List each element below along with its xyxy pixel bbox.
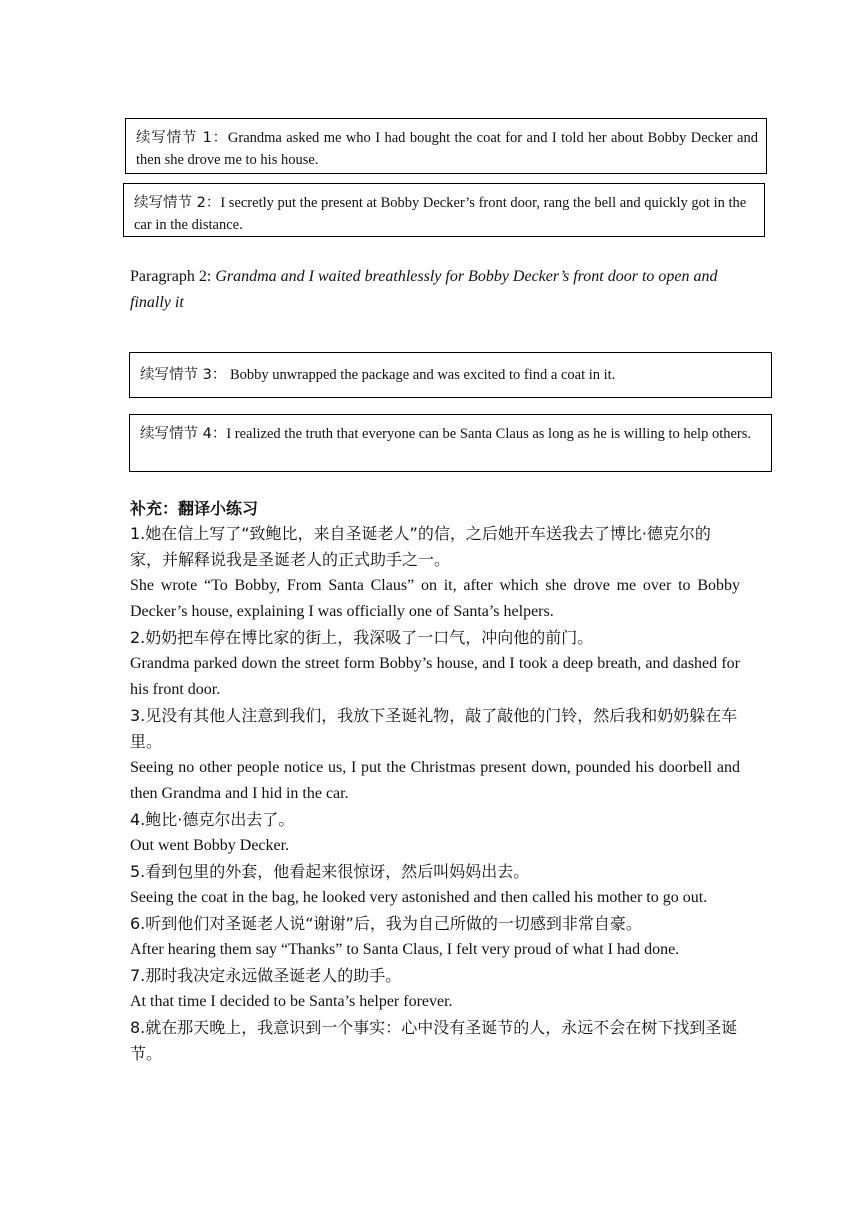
cn-sentence-5: 5.看到包里的外套，他看起来很惊讶，然后叫妈妈出去。 xyxy=(130,862,530,881)
plot-box-2 xyxy=(123,183,765,237)
cn-sentence-3: 3.见没有其他人注意到我们，我放下圣诞礼物，敲了敲他的门铃，然后我和奶奶躲在车里。 xyxy=(130,706,738,751)
supplement-title: 补充：翻译小练习 xyxy=(130,499,259,518)
en-translation-2: Grandma parked down the street form Bobby’s house, and I took a deep breath, and dashed for his front door. xyxy=(130,655,740,698)
cn-sentence-2: 2.奶奶把车停在博比家的街上，我深吸了一口气，冲向他的前门。 xyxy=(130,628,594,647)
cn-sentence-1: 1.她在信上写了“致鲍比，来自圣诞老人”的信，之后她开车送我去了博比·德克尔的家，并解释说我是圣诞老人的正式助手之一。 xyxy=(130,524,711,569)
en-translation-7: At that time I decided to be Santa’s helper forever. xyxy=(130,993,453,1010)
cn-sentence-7: 7.那时我决定永远做圣诞老人的助手。 xyxy=(130,966,402,985)
supplement-section xyxy=(130,497,740,1067)
en-translation-5: Seeing the coat in the bag, he looked very astonished and then called his mother to go out. xyxy=(130,889,708,906)
cn-sentence-6: 6.听到他们对圣诞老人说“谢谢”后，我为自己所做的一切感到非常自豪。 xyxy=(130,914,642,933)
en-translation-3: Seeing no other people notice us, I put the Christmas present down, pounded his doorbell and then Grandma and I hid in the car. xyxy=(130,759,740,802)
plot-label: 续写情节 3： xyxy=(140,367,227,383)
en-translation-6: After hearing them say “Thanks” to Santa Claus, I felt very proud of what I had done. xyxy=(130,941,680,958)
plot-text: Bobby unwrapped the package and was excited to find a coat in it. xyxy=(226,367,616,383)
paragraph-2-prefix: Paragraph 2: xyxy=(130,268,216,285)
plot-text: I realized the truth that everyone can be Santa Claus as long as he is willing to help others. xyxy=(226,426,752,442)
plot-box-1 xyxy=(125,118,767,174)
en-translation-4: Out went Bobby Decker. xyxy=(130,837,290,854)
plot-label: 续写情节 1： xyxy=(136,130,228,146)
plot-text: I secretly put the present at Bobby Decker’s front door, rang the bell and quickly got in the car in the distance. xyxy=(134,195,747,233)
plot-box-4 xyxy=(129,414,772,472)
cn-sentence-4: 4.鲍比·德克尔出去了。 xyxy=(130,810,295,829)
plot-label: 续写情节 2： xyxy=(134,195,221,211)
en-translation-1: She wrote “To Bobby, From Santa Claus” on it, after which she drove me over to Bobby Decker’s house, explaining I was officially one of Santa’s helpers. xyxy=(130,577,740,620)
plot-label: 续写情节 4： xyxy=(140,426,227,442)
paragraph-2-text: Grandma and I waited breathlessly for Bobby Decker’s front door to open and finally it xyxy=(130,268,718,311)
cn-sentence-8: 8.就在那天晚上，我意识到一个事实：心中没有圣诞节的人，永远不会在树下找到圣诞节。 xyxy=(130,1018,738,1063)
paragraph-2 xyxy=(130,264,740,316)
plot-text: Grandma asked me who I had bought the coat for and I told her about Bobby Decker and then she drove me to his house. xyxy=(136,130,758,168)
plot-box-3 xyxy=(129,352,772,398)
